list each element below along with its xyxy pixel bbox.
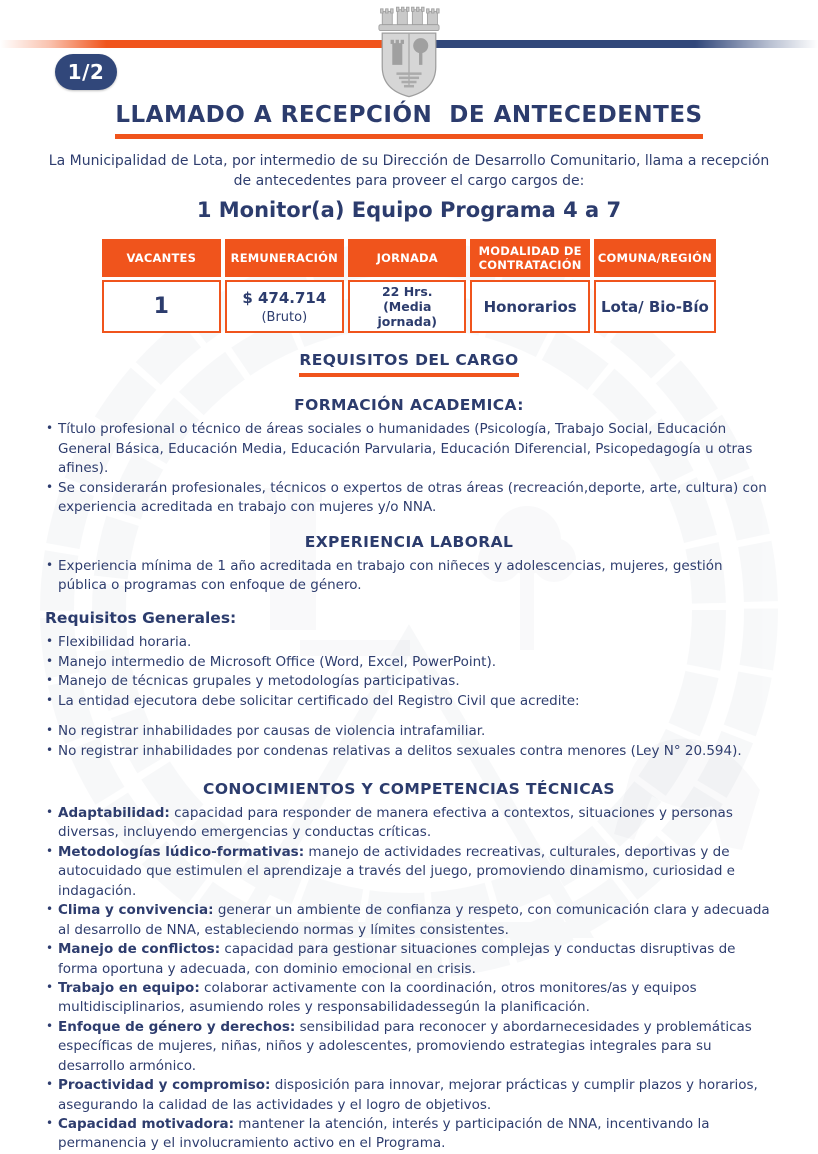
- cell-modalidad: Honorarios: [470, 280, 589, 333]
- competencias-heading: CONOCIMIENTOS Y COMPETENCIAS TÉCNICAS: [203, 780, 615, 799]
- list-item: • Flexibilidad horaria.: [46, 633, 774, 652]
- table-header-row: [102, 239, 716, 278]
- list-item: • Clima y convivencia: generar un ambiente de confianza y respeto, con comunicación clara y adecuada al desarrollo de NNA, estableciendo normas y límites consistentes.: [46, 901, 774, 940]
- list-item: • Se considerarán profesionales, técnicos o expertos de otras áreas (recreación,deporte, arte, cultura) con experiencia acreditada en trabajo con mujeres y/o NNA.: [46, 479, 774, 518]
- requisitos-cargo-heading: REQUISITOS DEL CARGO: [299, 351, 518, 377]
- list-item: • Proactividad y compromiso: disposición para innovar, mejorar prácticas y cumplir plazos y horarios, asegurando la calidad de las actividades y el logro de objetivos.: [46, 1076, 774, 1115]
- list-item: • Título profesional o técnico de áreas sociales o humanidades (Psicología, Trabajo Social, Educación General Básica, Educación Media, Educación Parvularia, Educación Diferencial, Psicopedagogía u otras afines).: [46, 420, 774, 478]
- experiencia-heading: EXPERIENCIA LABORAL: [304, 532, 514, 551]
- list-item: • Trabajo en equipo: colaborar activamente con la coordinación, otros monitores/as y equipos multidisciplinarios, asumiendo roles y responsabilidadessegún la planificación.: [46, 979, 774, 1018]
- list-item: • Metodologías lúdico-formativas: manejo de actividades recreativas, culturales, deportivas y de autocuidado que estimulen el aprendizaje a través del juego, promoviendo dinamismo, curiosidad e indagación.: [46, 843, 774, 901]
- col-header-vacantes: VACANTES: [102, 239, 221, 278]
- cell-comuna: Lota/ Bio-Bío: [594, 280, 716, 333]
- col-header-modalidad: MODALIDAD DE CONTRATACIÓN: [470, 239, 589, 278]
- vacancy-table: [98, 236, 720, 337]
- list-item: • Capacidad motivadora: mantener la atención, interés y participación de NNA, incentivando la permanencia y el involucramiento activo en el Programa.: [46, 1115, 774, 1154]
- page-title: LLAMADO A RECEPCIÓN DE ANTECEDENTES: [115, 102, 702, 139]
- list-item: • Experiencia mínima de 1 año acreditada en trabajo con niñeces y adolescencias, mujeres, gestión pública o programas con enfoque de género.: [46, 557, 774, 596]
- cell-remuneracion: $ 474.714 (Bruto): [225, 280, 344, 333]
- table-row: [102, 280, 716, 333]
- col-header-jornada: JORNADA: [348, 239, 466, 278]
- list-item: • No registrar inhabilidades por condenas relativas a delitos sexuales contra menores (Ley N° 20.594).: [46, 742, 774, 761]
- experiencia-list: [46, 557, 774, 596]
- intro-paragraph: La Municipalidad de Lota, por intermedio de su Dirección de Desarrollo Comunitario, llama a recepción de antecedentes para proveer el cargo cargos de:: [48, 153, 770, 190]
- document-body: [0, 102, 818, 1154]
- list-item: • Enfoque de género y derechos: sensibilidad para reconocer y abordarnecesidades y problemáticas específicas de mujeres, niñas, niños y adolescentes, promoviendo estrategias integrales para su desarrollo armónico.: [46, 1018, 774, 1076]
- list-item: • Manejo intermedio de Microsoft Office (Word, Excel, PowerPoint).: [46, 653, 774, 672]
- list-item: • Manejo de técnicas grupales y metodologías participativas.: [46, 672, 774, 691]
- col-header-comuna: COMUNA/REGIÓN: [594, 239, 716, 278]
- list-item: • Adaptabilidad: capacidad para responder de manera efectiva a contextos, situaciones y personas diversas, incluyendo emergencias y conductas críticas.: [46, 804, 774, 843]
- list-item: • La entidad ejecutora debe solicitar certificado del Registro Civil que acredite:: [46, 692, 774, 711]
- generales-list: [46, 633, 774, 761]
- competencias-list: [46, 804, 774, 1154]
- lota-crest-icon: [363, 8, 455, 100]
- generales-heading: Requisitos Generales:: [45, 609, 237, 628]
- formacion-heading: FORMACIÓN ACADEMICA:: [294, 396, 524, 415]
- formacion-list: [46, 420, 774, 517]
- list-item: • No registrar inhabilidades por causas de violencia intrafamiliar.: [46, 722, 774, 741]
- position-title: 1 Monitor(a) Equipo Programa 4 a 7: [196, 197, 622, 222]
- cell-vacantes: 1: [102, 280, 221, 333]
- page-number-badge: 1/2: [55, 54, 117, 90]
- col-header-remuneracion: REMUNERACIÓN: [225, 239, 344, 278]
- list-item: • Manejo de conflictos: capacidad para gestionar situaciones complejas y conductas disruptivas de forma oportuna y adecuada, con dominio emocional en crisis.: [46, 940, 774, 979]
- cell-jornada: 22 Hrs. (Media jornada): [348, 280, 466, 333]
